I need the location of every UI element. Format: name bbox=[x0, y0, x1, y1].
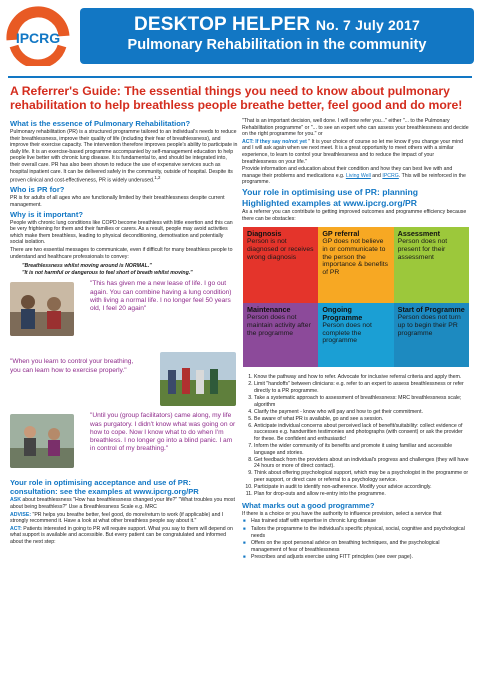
barrier-cell bbox=[243, 303, 318, 367]
heading-essence: What is the essence of Pulmonary Rehabilitation? bbox=[10, 119, 191, 128]
barrier-heading: Start of Programme bbox=[397, 305, 465, 315]
page-header bbox=[0, 0, 480, 72]
barrier-cell bbox=[394, 303, 469, 367]
barrier-text: Person does not maintain activity after the programme bbox=[247, 313, 311, 337]
step-item: 10. Participate in audit to identify non-adherence. Modify your advice accordingly. bbox=[254, 484, 470, 491]
ipcrg-logo bbox=[6, 6, 70, 66]
testimonial-3 bbox=[10, 412, 238, 476]
para-act-no: ACT: If they say no/not yet " It is your choice of course so let me know if you change your mind and I will ask again when we next meet. It is a great opportunity to meet others with a similar experience, to learn to control your breathlessness and to reduce the impact of your breathlessness on your life." bbox=[242, 138, 463, 165]
barrier-text: Person is not diagnosed or receives wrong diagnosis bbox=[247, 237, 314, 261]
right-column bbox=[242, 118, 470, 562]
link-ipcrg[interactable]: IPCRG bbox=[382, 172, 399, 179]
step-item: 1. Know the pathway and how to refer. Advocate for inclusive referral criteria and apply them. bbox=[254, 374, 470, 381]
good-programme-item: ■ Has trained staff with expertise in chronic lung disease bbox=[251, 518, 470, 525]
heading-good-programme: What marks out a good programme? bbox=[242, 500, 375, 510]
para-provide-info: Provide information and education about their condition and how they can best live with and manage their problems and medications e.g. Living Well and IPCRG. This will be reinforced in the programme. bbox=[242, 166, 466, 186]
quote-control-breathing: "When you learn to control your breathing, you can learn how to exercise properly." bbox=[10, 358, 134, 374]
step-item: 4. Clarify the payment - know who will pay and how to get their commitment. bbox=[254, 409, 470, 416]
barrier-cell bbox=[243, 227, 318, 303]
heading-role-planning: Your role in optimising use of PR: planning bbox=[242, 186, 419, 197]
quote-new-lease: "This has given me a new lease of life. I go out again. You can combine having a lung condition) with living a normal life. I no longer feel 50 years old, I feel 20 again" bbox=[90, 280, 232, 313]
para-why-2: There are two essential messages to communicate, even if difficult for many breathless people to understand and healthcare professionals to convey: bbox=[10, 247, 233, 260]
barrier-heading: Diagnosis bbox=[247, 229, 282, 239]
para-advise: ADVISE: "PR helps you breathe better, feel good, do more/return to work (if applicable) and I strongly recommend it. Have a look at what other breathless people say about it." bbox=[10, 511, 224, 525]
barriers-grid bbox=[242, 226, 470, 368]
photo-group-outdoors bbox=[160, 352, 236, 406]
heading-who: Who is PR for? bbox=[10, 185, 65, 195]
quote-purgatory: "Until you (group facilitators) came along, my life was purgatory. I didn't know what was going on or how to cope. Now I know what to do when I'm breathless. I no longer go into a blind panic. I am in control of my breathing." bbox=[90, 412, 236, 453]
heading-highlighted: Highlighted examples at www.ipcrg.org/PR bbox=[242, 197, 417, 208]
para-essence: Pulmonary rehabilitation (PR) is a structured programme tailored to an individual's needs to reduce their breathlessness, improve their quality of life (including their fear of breathlessness), and improve their exercise capacity. The intervention therefore improves people's ability to participate in daily life. It is an exercise-based programme accompanied by self-management education to help people live better with chronic lung disease. It is fundamental to, and should be integrated into, their overall care. PR has also been shown to reduce the use of expensive services such as hospital inpatient care. It can be delivered safely in the community, outside of hospital. Despite its proven clinical and cost-effectiveness, PR is widely underused.$^{1,2}$ bbox=[10, 129, 238, 184]
good-programme-item: ■ Prescribes and adjusts exercise using FITT principles (see over page). bbox=[251, 554, 470, 561]
barrier-text: Person does not present for their assessment bbox=[397, 237, 448, 261]
para-who: PR is for adults of all ages who are functionally limited by their breathlessness despite current management. bbox=[10, 195, 225, 209]
barrier-cell bbox=[318, 303, 393, 367]
step-item: 3. Take a systematic approach to assessment of breathlessness: MRC breathlessness scale; algorithm bbox=[254, 395, 470, 408]
para-planning: As a referrer you can contribute to getting improved outcomes and programme efficiency because there can be obstacles: bbox=[242, 208, 467, 222]
step-item: 5. Be aware of what PR is available, go and see a session. bbox=[254, 416, 470, 423]
para-act: ACT: Patients interested in going to PR will require support. What you say to them will depend on what support is available and accessible. But every patient can be congratulated and informed about the next step: bbox=[10, 525, 233, 545]
heading-role-acceptance: Your role in optimising acceptance and use of PR: consultation: see the examples at www.ipcrg.org/PR bbox=[10, 478, 199, 497]
para-referral-script: "That is an important decision, well done. I will now refer you..." either "... to the Pulmonary Rehabilitation programme" or "... to see an expert who can assess your breathlessness and decide on the right programme for you." or bbox=[242, 118, 469, 138]
doc-subtitle: Pulmonary Rehabilitation in the community bbox=[127, 37, 427, 53]
para-ask: ASK about breathlessness "How has breathlessness changed your life?" "What troubles you most about being breathless?" Use a Breathlessness Scale e.g. MRC bbox=[10, 497, 235, 511]
step-item: 9. Think about offering psychological support, which may be a psychologist in the programme or peer support, or direct care or referral to a psychology service. bbox=[254, 470, 470, 483]
step-item: 2. Limit "handoffs" between clinicians: e.g. refer to an expert to assess breathlessness or refer directly to a PR programme. bbox=[254, 381, 470, 394]
barrier-heading: Assessment bbox=[397, 229, 441, 239]
heading-why: Why is it important? bbox=[10, 209, 83, 219]
barrier-heading: GP referral bbox=[322, 229, 360, 239]
steps-list bbox=[242, 374, 470, 498]
barrier-cell bbox=[318, 227, 393, 303]
para-good-intro: If there is a choice or you have the authority to influence provision, select a service that bbox=[242, 510, 442, 517]
step-item: 7. Inform the wider community of its benefits and promote it using familiar and accessible language and stories. bbox=[254, 443, 470, 456]
key-messages: "Breathlessness whilst moving around is NORMAL." "It is not harmful or dangerous to feel short of breath whilst moving." bbox=[22, 263, 193, 276]
doc-title: DESKTOP HELPER bbox=[134, 14, 311, 35]
good-programme-list bbox=[242, 518, 470, 561]
testimonial-1 bbox=[10, 280, 238, 350]
barrier-text: GP does not believe in or communicate to the person the importance & benefits of PR bbox=[322, 237, 389, 277]
barrier-heading: Ongoing Programme bbox=[322, 305, 363, 322]
title-banner bbox=[80, 8, 474, 64]
barrier-text: Person does not turn up to begin their PR programme bbox=[397, 313, 461, 337]
good-programme-item: ■ Tailors the programme to the individual's specific physical, social, cognitive and psychological needs bbox=[251, 526, 470, 539]
logo-text: IPCRG bbox=[15, 30, 61, 46]
photo-exercise-class bbox=[10, 414, 74, 468]
photo-patients-indoors bbox=[10, 282, 74, 336]
barrier-heading: Maintenance bbox=[247, 305, 291, 315]
header-rule bbox=[8, 76, 472, 78]
guide-title: A Referrer's Guide: The essential things you need to know about pulmonary rehabilitation to help breathless people breathe better, feel good and do more! bbox=[10, 84, 463, 112]
testimonial-2 bbox=[10, 352, 238, 410]
barrier-cell bbox=[394, 227, 469, 303]
link-living-well[interactable]: Living Well bbox=[345, 172, 371, 179]
para-why-1: People with chronic lung conditions like COPD become breathless with little exertion and this can be very frightening for them and their families or carers. As a result, people may avoid activities which make them breathless, leading to physical deconditioning, demotivation and potentially social isolation. bbox=[10, 219, 233, 246]
good-programme-item: ■ Offers on the spot personal advice on breathing techniques, and the psychological management of fear of breathlessness bbox=[251, 540, 470, 553]
step-item: 6. Anticipate individual concerns about perceived lack of benefit/suitability: collect evidence of successes e.g. handwritten testimonies and photographs (with consent) or ask the provider for these. Be confident and enthusiastic! bbox=[254, 423, 470, 443]
step-item: 11. Plan for drop-outs and allow re-entry into the programme. bbox=[254, 491, 470, 498]
barrier-text: Person does not complete the programme bbox=[322, 321, 372, 345]
step-item: 8. Get feedback from the providers about an individual's progress and challenges (they will have 24 hours or more of direct contact). bbox=[254, 457, 470, 470]
left-column bbox=[10, 118, 238, 547]
doc-issue: No. 7 July 2017 bbox=[315, 17, 420, 33]
